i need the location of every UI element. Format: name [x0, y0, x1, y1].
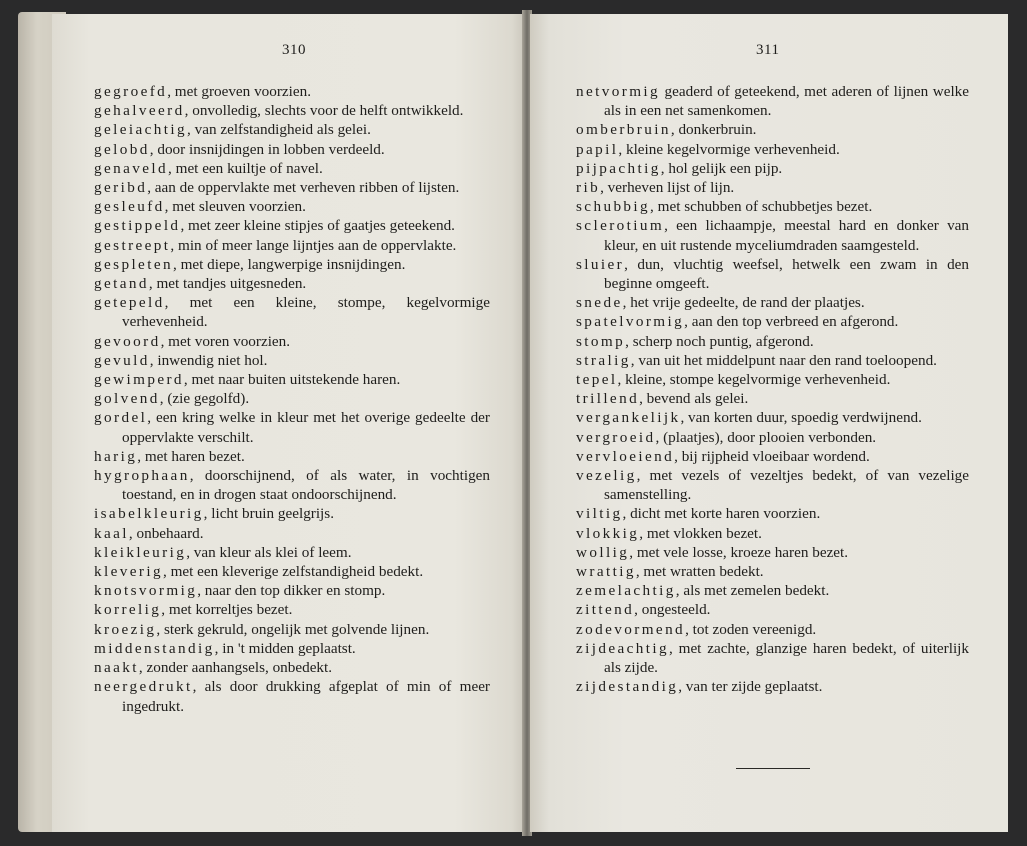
glossary-entry [576, 159, 969, 178]
glossary-entry [576, 639, 969, 677]
glossary-entry [576, 562, 969, 581]
entry-definition: , met vele losse, kroeze haren bezet. [629, 543, 849, 561]
entry-term: neergedrukt [94, 678, 193, 696]
entry-definition: , inwendig niet hol. [149, 351, 268, 369]
glossary-entry [576, 178, 969, 197]
entry-definition: , doorschijnend, of als water, in vochtigen toestand, en in drogen staat ondoorschijnend. [122, 467, 490, 504]
entry-term: vlokkig [576, 524, 640, 542]
entry-definition: , met vezels of vezeltjes bedekt, of van vezelige samenstelling. [604, 467, 969, 504]
glossary-entry [94, 658, 490, 677]
glossary-entry [94, 600, 490, 619]
entry-term: papil [576, 140, 619, 158]
entry-definition: , met sleuven voorzien. [164, 198, 306, 216]
entry-term: zijdestandig [576, 678, 679, 696]
glossary-entry [94, 370, 490, 389]
entry-definition: , (zie gegolfd). [159, 390, 250, 408]
entry-definition: , met voren voorzien. [160, 332, 291, 350]
entry-term: middenstandig [94, 639, 215, 657]
entry-definition: , met korreltjes bezet. [161, 601, 293, 619]
entry-term: gegroefd [94, 83, 168, 100]
glossary-entry [576, 428, 969, 447]
entry-term: naakt [94, 659, 139, 677]
glossary-entry [94, 82, 490, 101]
entry-term: kroezig [94, 620, 157, 638]
glossary-entry [94, 581, 490, 600]
entry-definition: , aan de oppervlakte met verheven ribben of lijsten. [147, 179, 460, 197]
glossary-entry [576, 581, 969, 600]
entry-term: zittend [576, 601, 635, 619]
entry-term: pijpachtig [576, 159, 661, 177]
entry-definition: , kleine, stompe kegelvormige verhevenheid. [617, 371, 891, 389]
glossary-entry [94, 255, 490, 274]
entry-term: spatelvormig [576, 313, 685, 331]
entry-definition: , van ter zijde geplaatst. [678, 678, 823, 696]
entry-term: rib [576, 179, 601, 197]
glossary-entry [576, 466, 969, 504]
entry-term: viltig [576, 505, 623, 523]
glossary-entry [94, 504, 490, 523]
entry-term: trillend [576, 390, 640, 408]
glossary-entry [576, 255, 969, 293]
entry-term: vergroeid [576, 428, 656, 446]
entry-term: geleiachtig [94, 121, 188, 139]
glossary-entry [94, 543, 490, 562]
entry-term: kaal [94, 524, 129, 542]
glossary-entry [94, 562, 490, 581]
end-rule [736, 768, 810, 769]
entry-definition: , onbehaard. [128, 524, 204, 542]
glossary-entry [94, 620, 490, 639]
entry-term: schubbig [576, 198, 651, 216]
glossary-entry [576, 677, 969, 696]
entry-definition: , in 't midden geplaatst. [214, 639, 356, 657]
entry-term: netvormig [576, 83, 661, 100]
entry-term: gespleten [94, 255, 173, 273]
entry-definition: , donkerbruin. [670, 121, 757, 139]
entry-term: vergankelijk [576, 409, 681, 427]
entry-term: tepel [576, 371, 618, 389]
entry-definition: , van kleur als klei of leem. [186, 543, 352, 561]
glossary-entry [576, 447, 969, 466]
entry-term: harig [94, 447, 138, 465]
page-number-right: 311 [756, 42, 780, 58]
entry-definition: , met zeer kleine stipjes of gaatjes geteekend. [180, 217, 455, 235]
glossary-entry [576, 312, 969, 331]
entry-definition: , onvolledig, slechts voor de helft ontwikkeld. [184, 102, 464, 120]
entry-term: vervloeiend [576, 447, 675, 465]
entry-definition: , ongesteeld. [634, 601, 711, 619]
glossary-entry [94, 389, 490, 408]
entry-term: zijdeachtig [576, 639, 670, 657]
glossary-entry [576, 504, 969, 523]
entry-term: gevuld [94, 351, 150, 369]
entry-definition: , van korten duur, spoedig verdwijnend. [680, 409, 922, 427]
entry-definition: , een lichaampje, meestal hard en donker van kleur, en uit rustende myceliumdraden saamgesteld. [604, 217, 969, 254]
glossary-entry [94, 332, 490, 351]
glossary-entry [576, 120, 969, 139]
entry-definition: , verheven lijst of lijn. [600, 179, 735, 197]
glossary-entry [576, 293, 969, 312]
glossary-entry [576, 620, 969, 639]
entry-definition: , met een kleine, stompe, kegelvormige verhevenheid. [122, 294, 490, 331]
entry-definition: , licht bruin geelgrijs. [203, 505, 334, 523]
glossary-entry [94, 178, 490, 197]
entry-definition: , dun, vluchtig weefsel, hetwelk een zwam in den beginne omgeeft. [604, 255, 969, 293]
entry-definition: , door insnijdingen in lobben verdeeld. [149, 140, 385, 158]
entry-definition: , scherp noch puntig, afgerond. [625, 332, 814, 350]
entry-definition: , met groeven voorzien. [167, 83, 311, 100]
entry-definition: , met een kuiltje of navel. [168, 159, 323, 177]
entry-term: zemelachtig [576, 582, 676, 600]
glossary-entry [94, 120, 490, 139]
glossary-entry [94, 408, 490, 446]
entry-term: sclerotium [576, 217, 665, 235]
entry-term: korrelig [94, 601, 162, 619]
entry-definition: , van zelfstandigheid als gelei. [187, 121, 371, 139]
glossary-entry [576, 82, 969, 120]
entry-term: isabelkleurig [94, 505, 204, 523]
entry-definition: , van uit het middelpunt naar den rand toeloopend. [630, 351, 937, 369]
entry-definition: , sterk gekruld, ongelijk met golvende lijnen. [156, 620, 430, 638]
glossary-entry [576, 216, 969, 254]
entry-definition: , met tandjes uitgesneden. [148, 275, 307, 293]
entry-definition: , met een kleverige zelfstandigheid bedekt. [162, 563, 424, 581]
entry-term: genaveld [94, 159, 169, 177]
glossary-entry [94, 466, 490, 504]
entry-definition: , zonder aanhangsels, onbedekt. [138, 659, 333, 677]
entry-term: hygrophaan [94, 467, 190, 485]
entry-term: gehalveerd [94, 102, 185, 120]
entry-term: wollig [576, 543, 630, 561]
entry-definition: , met zachte, glanzige haren bedekt, of uiterlijk als zijde. [604, 639, 969, 677]
entry-definition: , het vrije gedeelte, de rand der plaatjes. [622, 294, 865, 312]
glossary-entry [94, 639, 490, 658]
entry-term: gesleufd [94, 198, 165, 216]
entry-term: geribd [94, 179, 148, 197]
glossary-entry [94, 140, 490, 159]
left-page [52, 14, 526, 832]
entry-definition: , min of meer lange lijntjes aan de oppervlakte. [170, 236, 457, 254]
glossary-entry [576, 140, 969, 159]
entry-definition: , als door drukking afgeplat of min of meer ingedrukt. [122, 678, 490, 715]
glossary-entry [94, 159, 490, 178]
glossary-entry [576, 370, 969, 389]
entry-definition: , met haren bezet. [137, 447, 245, 465]
entry-definition: , met wratten bedekt. [635, 563, 764, 581]
entry-definition: , aan den top verbreed en afgerond. [684, 313, 899, 331]
glossary-entry [576, 600, 969, 619]
page-number-left: 310 [282, 42, 306, 58]
glossary-entry [94, 447, 490, 466]
entry-term: gelobd [94, 140, 150, 158]
glossary-entry [576, 197, 969, 216]
entry-term: kleikleurig [94, 543, 187, 561]
entry-term: omberbruin [576, 121, 671, 139]
entry-term: golvend [94, 390, 160, 408]
entry-term: getepeld [94, 294, 165, 312]
entry-term: stralig [576, 351, 631, 369]
entry-definition: , met diepe, langwerpige insnijdingen. [172, 255, 406, 273]
entry-definition: , bevend als gelei. [639, 390, 749, 408]
glossary-entry [576, 351, 969, 370]
entry-definition: geaderd of geteekend, met aderen of lijnen welke als in een net samenkomen. [604, 83, 969, 120]
glossary-entry [94, 216, 490, 235]
glossary-entry [576, 389, 969, 408]
entry-term: snede [576, 294, 623, 312]
glossary-entry [94, 236, 490, 255]
entry-term: gestippeld [94, 217, 181, 235]
entry-term: wrattig [576, 563, 636, 581]
entry-term: gevoord [94, 332, 161, 350]
entry-term: gordel [94, 409, 148, 427]
glossary-entry [576, 524, 969, 543]
entry-definition: , kleine kegelvormige verhevenheid. [618, 140, 840, 158]
glossary-entry [94, 197, 490, 216]
glossary-list-right [576, 82, 969, 697]
glossary-entry [576, 543, 969, 562]
entry-definition: , als met zemelen bedekt. [675, 582, 830, 600]
entry-definition: , tot zoden vereenigd. [685, 620, 817, 638]
glossary-entry [94, 524, 490, 543]
entry-term: kleverig [94, 563, 163, 581]
entry-definition: , dicht met korte haren voorzien. [622, 505, 821, 523]
entry-definition: , met schubben of schubbetjes bezet. [650, 198, 873, 216]
entry-term: zodevormend [576, 620, 686, 638]
entry-definition: , naar den top dikker en stomp. [197, 582, 386, 600]
entry-term: sluier [576, 255, 625, 273]
glossary-list-left [94, 82, 490, 716]
entry-term: gewimperd [94, 371, 184, 389]
glossary-entry [94, 101, 490, 120]
entry-definition: , bij rijpheid vloeibaar wordend. [674, 447, 870, 465]
entry-definition: , (plaatjes), door plooien verbonden. [655, 428, 877, 446]
entry-definition: , een kring welke in kleur met het overige gedeelte der oppervlakte verschilt. [122, 409, 490, 446]
right-page [530, 14, 1008, 832]
glossary-entry [94, 351, 490, 370]
entry-term: vezelig [576, 467, 637, 485]
glossary-entry [94, 274, 490, 293]
entry-term: knotsvormig [94, 582, 198, 600]
glossary-entry [94, 293, 490, 331]
entry-definition: , met naar buiten uitstekende haren. [183, 371, 401, 389]
entry-definition: , hol gelijk een pijp. [660, 159, 783, 177]
entry-definition: , met vlokken bezet. [639, 524, 762, 542]
entry-term: gestreept [94, 236, 171, 254]
glossary-entry [576, 332, 969, 351]
glossary-entry [94, 677, 490, 715]
entry-term: stomp [576, 332, 626, 350]
entry-term: getand [94, 275, 149, 293]
glossary-entry [576, 408, 969, 427]
